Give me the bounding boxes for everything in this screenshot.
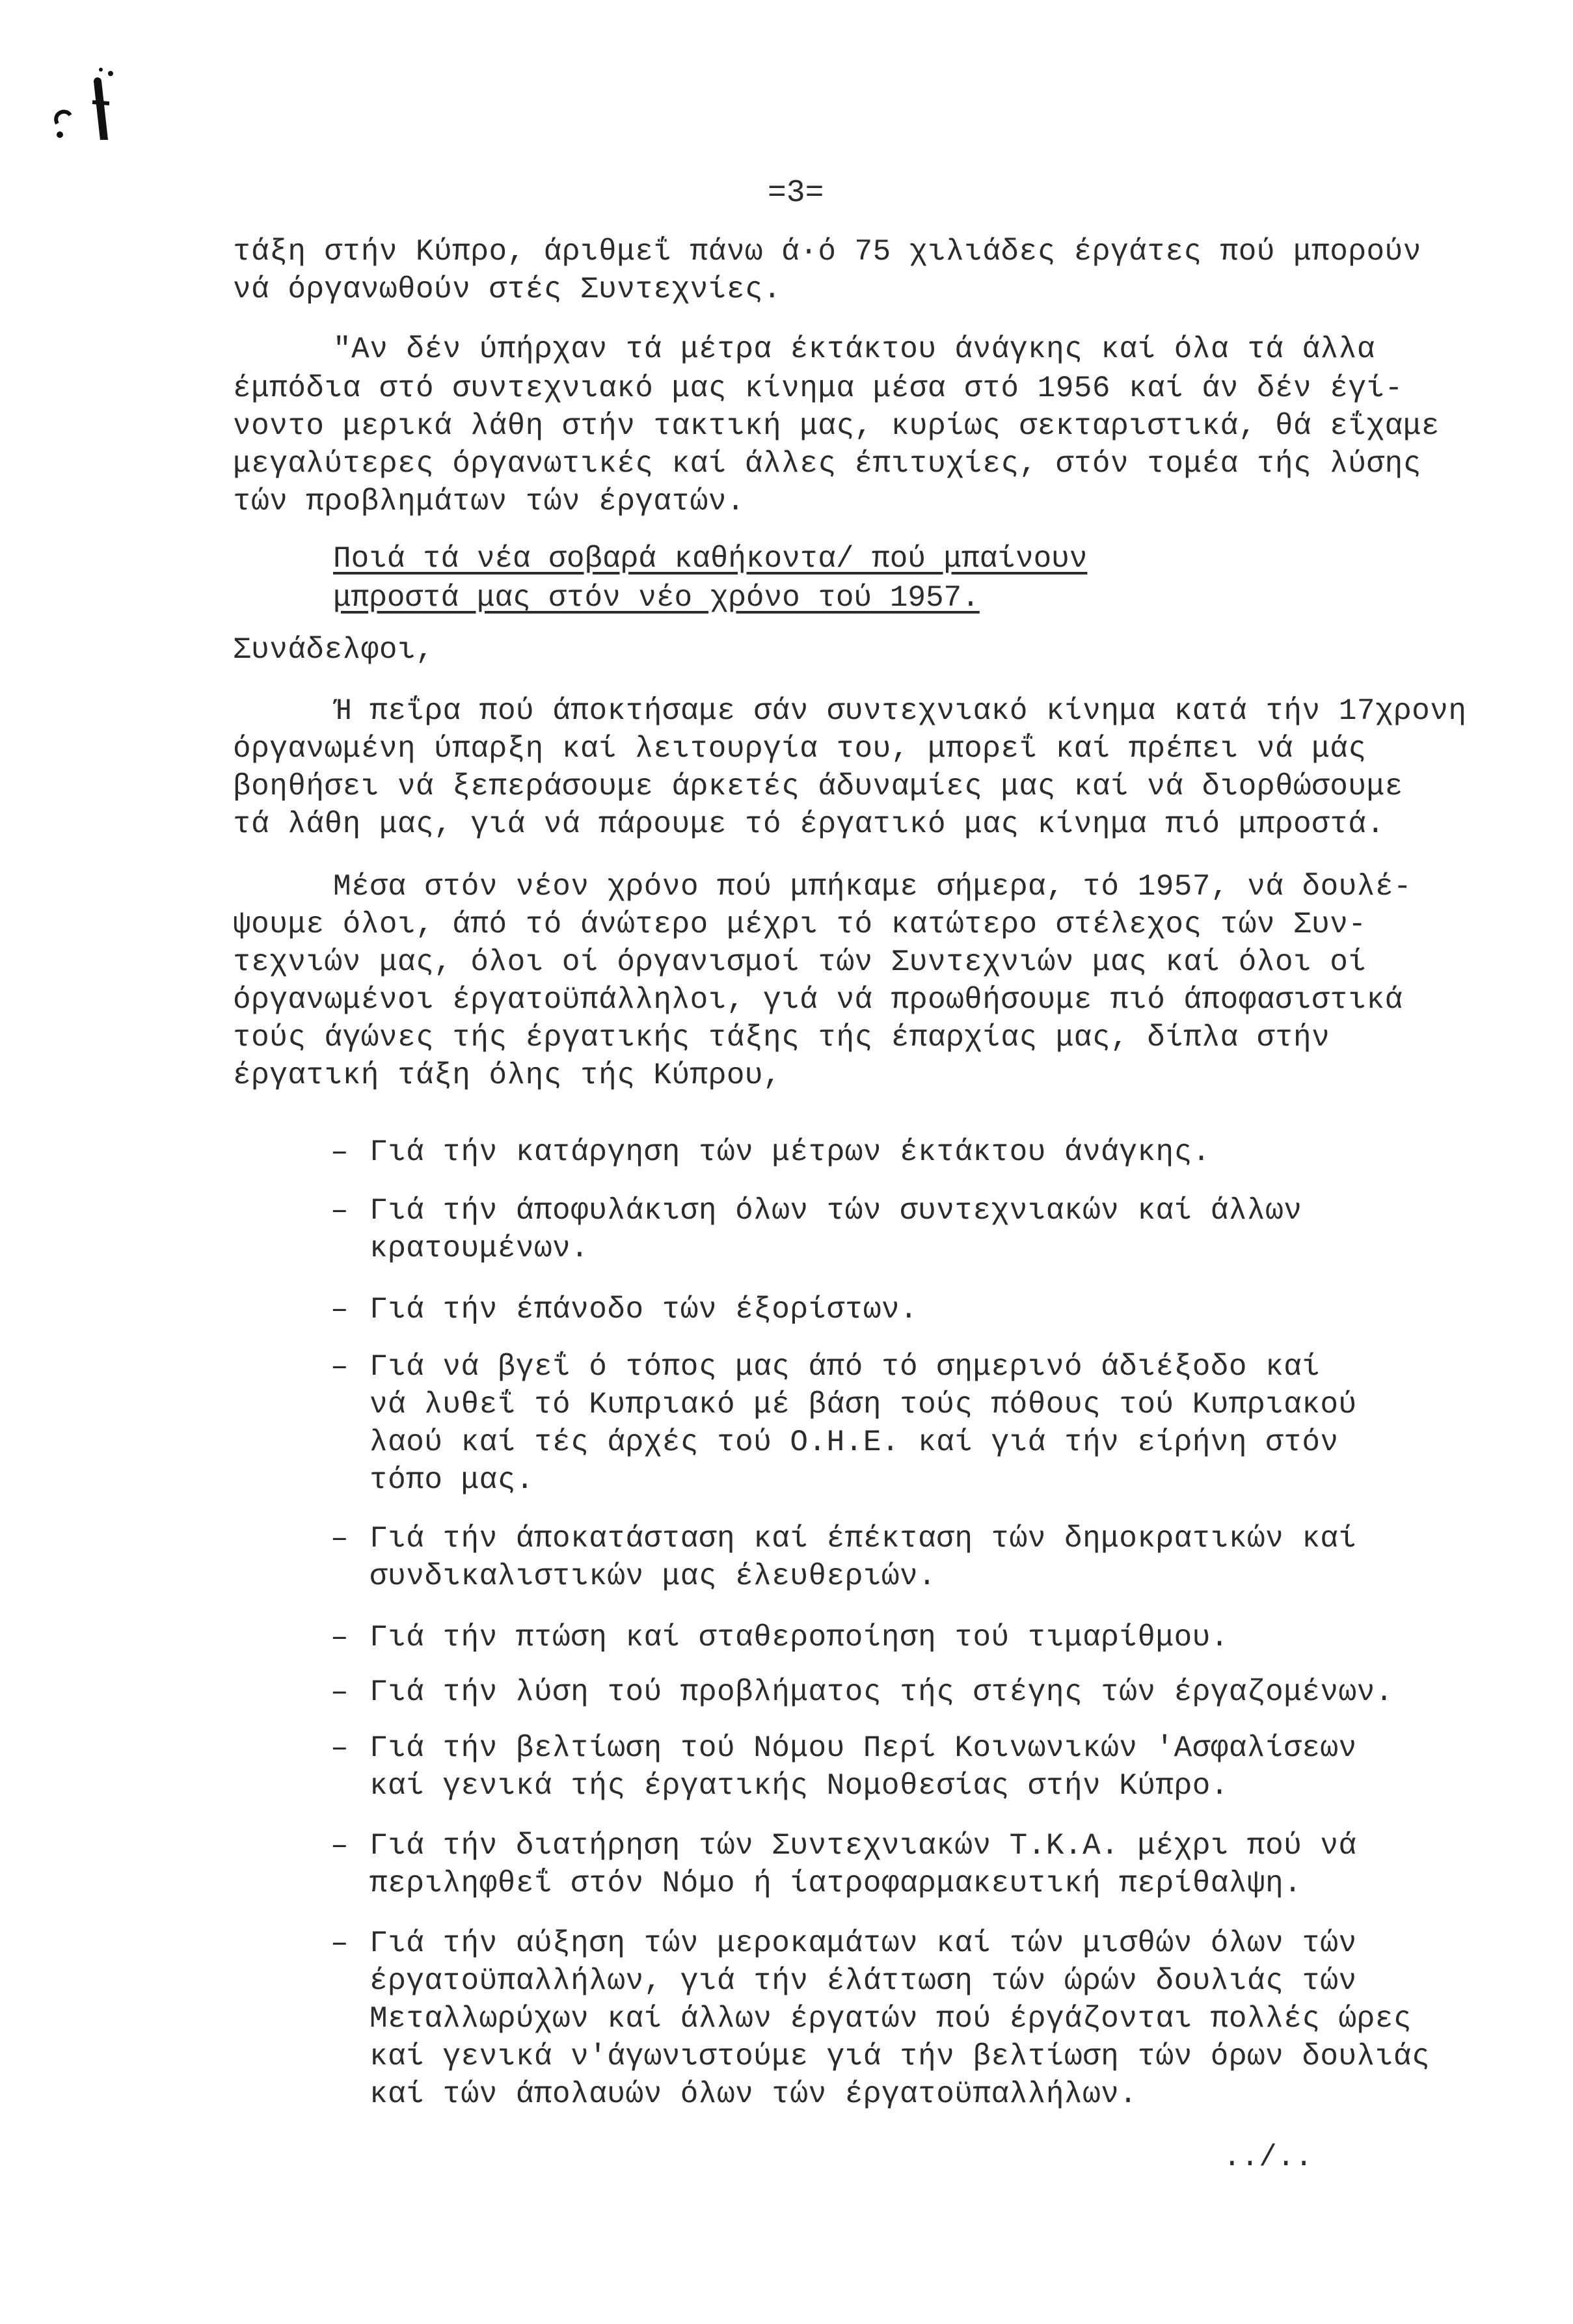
list-dash: – [330, 1926, 349, 1960]
list-item: Γιά τήν άποκατάσταση καί έπέκταση τών δημοκρατικών καί [370, 1522, 1357, 1556]
text-line: νά όργανωθούν στές Συντεχνίες. [233, 273, 782, 306]
list-item: Γιά τήν λύση τού προβλήματος τής στέγης τών έργαζομένων. [370, 1675, 1393, 1709]
text-line: νοντο μερικά λάθη στήν τακτική μας, κυρίως σεκταριστικά, θά εΐχαμε [233, 409, 1440, 443]
list-item: Μεταλλωρύχων καί άλλων έργατών πού έργάζονται πολλές ώρες [370, 2002, 1412, 2036]
list-item: λαού καί τές άρχές τού Ο.Η.Ε. καί γιά τήν είρήνη στόν [370, 1425, 1339, 1459]
text-line: έργατική τάξη όλης τής Κύπρου, [233, 1059, 782, 1092]
list-item: καί τών άπολαυών όλων τών έργατοϋπαλλήλων. [370, 2077, 1138, 2111]
list-item: Γιά τήν αύξηση τών μεροκαμάτων καί τών μισθών όλων τών [370, 1926, 1357, 1960]
section-heading: μπροστά μας στόν νέο χρόνο τού 1957. [333, 581, 980, 615]
list-item: Γιά τήν διατήρηση τών Συντεχνιακών Τ.Κ.Α. μέχρι πού νά [370, 1829, 1357, 1863]
list-item: έργατοϋπαλλήλων, γιά τήν έλάττωση τών ώρών δουλιάς τών [370, 1964, 1357, 1998]
handwritten-mark-icon [46, 62, 117, 140]
text-line: όργανωμένοι έργατοϋπάλληλοι, γιά νά προωθήσουμε πιό άποφασιστικά [233, 983, 1403, 1017]
text-line: τάξη στήν Κύπρο, άριθμεΐ πάνω ά·ό 75 χιλιάδες έργάτες πού μπορούν [233, 235, 1421, 269]
list-item: Γιά τήν άποφυλάκιση όλων τών συντεχνιακών καί άλλων [370, 1194, 1302, 1228]
text-line: Μέσα στόν νέον χρόνο πού μπήκαμε σήμερα, τό 1957, νά δουλέ- [333, 870, 1412, 904]
text-line: τούς άγώνες τής έργατικής τάξης τής έπαρχίας μας, δίπλα στήν [233, 1021, 1330, 1055]
text-line: τών προβλημάτων τών έργατών. [233, 485, 745, 519]
list-dash: – [330, 1522, 349, 1556]
list-item: περιληφθεΐ στόν Νόμο ή ίατροφαρμακευτική περίθαλψη. [370, 1867, 1302, 1900]
list-item: Γιά τήν κατάργηση τών μέτρων έκτάκτου άνάγκης. [370, 1135, 1211, 1169]
text-line: έμπόδια στό συντεχνιακό μας κίνημα μέσα στό 1956 καί άν δέν έγί- [233, 372, 1403, 405]
list-item: Γιά τήν έπάνοδο τών έξορίστων. [370, 1293, 919, 1327]
list-dash: – [330, 1350, 349, 1384]
list-dash: – [330, 1731, 349, 1765]
list-dash: – [330, 1194, 349, 1228]
list-dash: – [330, 1829, 349, 1863]
list-item: νά λυθεΐ τό Κυπριακό μέ βάση τούς πόθους τού Κυπριακού [370, 1388, 1357, 1422]
text-line: ψουμε όλοι, άπό τό άνώτερο μέχρι τό κατώτερο στέλεχος τών Συν- [233, 908, 1367, 941]
list-item: κρατουμένων. [370, 1232, 589, 1265]
text-line: βοηθήσει νά ξεπεράσουμε άρκετές άδυναμίες μας καί νά διορθώσουμε [233, 770, 1403, 804]
text-line: όργανωμένη ύπαρξη καί λειτουργία του, μπορεΐ καί πρέπει νά μάς [233, 732, 1367, 766]
list-item: καί γενικά ν'άγωνιστούμε γιά τήν βελτίωση τών όρων δουλιάς [370, 2040, 1431, 2074]
list-item: Γιά τήν βελτίωση τού Νόμου Περί Κοινωνικών 'Ασφαλίσεων [370, 1731, 1357, 1765]
text-line: "Αν δέν ύπήρχαν τά μέτρα έκτάκτου άνάγκης καί όλα τά άλλα [333, 332, 1375, 366]
text-line: τεχνιών μας, όλοι οί όργανισμοί τών Συντεχνιών μας καί όλοι οί [233, 945, 1367, 979]
list-item: καί γενικά τής έργατικής Νομοθεσίας στήν Κύπρο. [370, 1769, 1229, 1803]
list-dash: – [330, 1293, 349, 1327]
text-line: μεγαλύτερες όργανωτικές καί άλλες έπιτυχίες, στόν τομέα τής λύσης [233, 447, 1421, 481]
list-item: Γιά τήν πτώση καί σταθεροποίηση τού τιμαρίθμου. [370, 1621, 1229, 1655]
list-dash: – [330, 1675, 349, 1709]
list-item: συνδικαλιστικών μας έλευθεριών. [370, 1560, 937, 1593]
list-dash: – [330, 1621, 349, 1655]
text-line: τά λάθη μας, γιά νά πάρουμε τό έργατικό μας κίνημα πιό μπροστά. [233, 807, 1385, 841]
page-number: =3= [768, 176, 824, 211]
continuation-mark: ../.. [1223, 2141, 1313, 2174]
list-item: Γιά νά βγεΐ ό τόπος μας άπό τό σημερινό άδιέξοδο καί [370, 1350, 1321, 1384]
list-dash: – [330, 1135, 349, 1169]
text-line: Ή πεΐρα πού άποκτήσαμε σάν συντεχνιακό κίνημα κατά τήν 17χρονη [333, 694, 1467, 728]
list-item: τόπο μας. [370, 1463, 534, 1497]
salutation: Συνάδελφοι, [233, 633, 435, 667]
section-heading: Ποιά τά νέα σοβαρά καθήκοντα/ πού μπαίνουν [333, 542, 1088, 576]
